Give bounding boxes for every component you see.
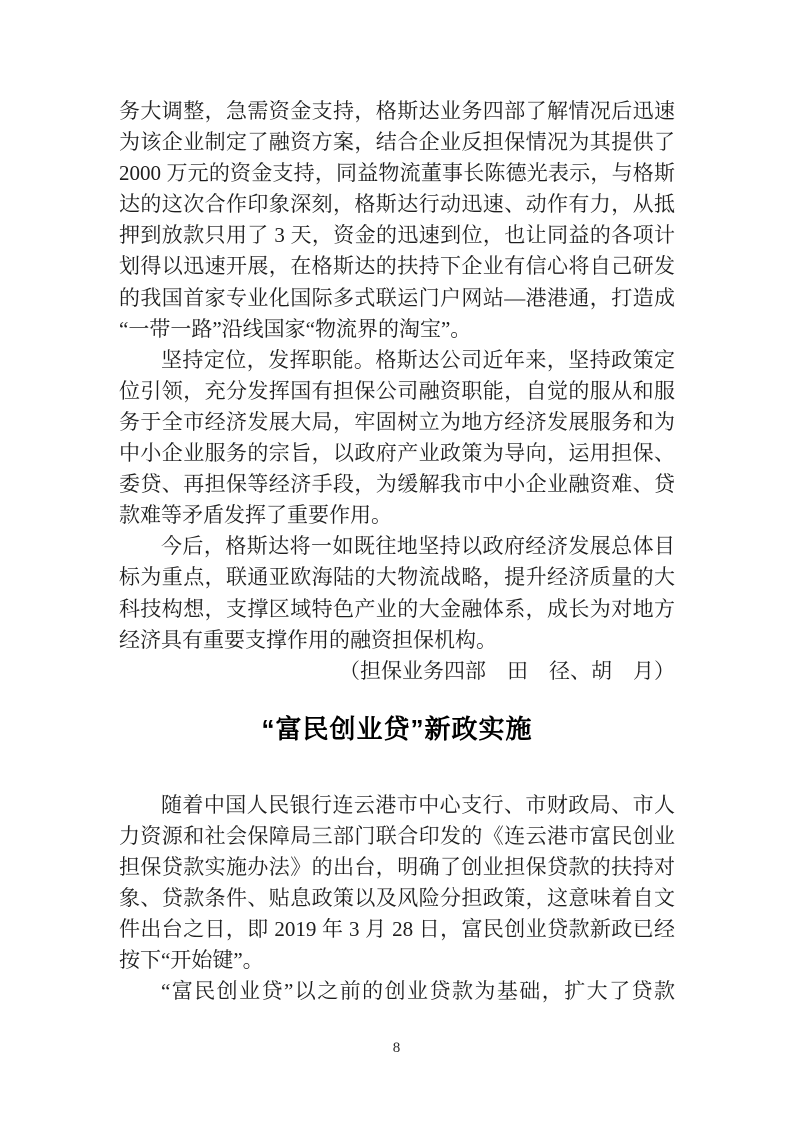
- text-line: 担保贷款实施办法》的出台，明确了创业担保贷款的扶持对: [119, 854, 675, 879]
- paragraph: [119, 976, 675, 1007]
- text-line: 为该企业制定了融资方案，结合企业反担保情况为其提供了: [119, 130, 675, 155]
- text-line: 象、贷款条件、贴息政策以及风险分担政策，这意味着自文: [119, 886, 675, 911]
- text-line: 2000 万元的资金支持，同益物流董事长陈德光表示，与格斯: [119, 161, 675, 186]
- text-line: 押到放款只用了 3 天，资金的迅速到位，也让同益的各项计: [119, 223, 675, 248]
- text-line: 中小企业服务的宗旨，以政府产业政策为导向，运用担保、: [119, 441, 675, 466]
- text-line: 划得以迅速开展，在格斯达的扶持下企业有信心将自己研发: [119, 254, 675, 279]
- text-line: 务大调整，急需资金支持，格斯达业务四部了解情况后迅速: [119, 99, 675, 123]
- text-line: 今后，格斯达将一如既往地坚持以政府经济发展总体目: [161, 534, 675, 559]
- text-line: 科技构想，支撑区域特色产业的大金融体系，成长为对地方: [119, 596, 675, 621]
- text-line: 务于全市经济发展大局，牢固树立为地方经济发展服务和为: [119, 409, 675, 434]
- article-title: “富民创业贷”新政实施: [261, 713, 533, 744]
- text-line: 按下“开始键”。: [119, 948, 264, 973]
- paragraph: [119, 96, 675, 345]
- text-line: 力资源和社会保障局三部门联合印发的《连云港市富民创业: [119, 823, 675, 848]
- paragraph: [119, 531, 675, 655]
- text-line: 经济具有重要支撑作用的融资担保机构。: [119, 627, 497, 652]
- page-number: 8: [392, 1040, 401, 1056]
- text-line: 坚持定位，发挥职能。格斯达公司近年来，坚持政策定: [161, 347, 675, 372]
- paragraph: [119, 790, 675, 977]
- text-line: “富民创业贷”以之前的创业贷款为基础，扩大了贷款: [161, 979, 675, 1004]
- text-line: 位引领，充分发挥国有担保公司融资职能，自觉的服从和服: [119, 378, 675, 403]
- byline: （担保业务四部 田 径、胡 月）: [339, 658, 675, 683]
- document-body: [119, 96, 675, 1007]
- text-line: 委贷、再担保等经济手段，为缓解我市中小企业融资难、贷: [119, 472, 675, 497]
- text-line: 达的这次合作印象深刻，格斯达行动迅速、动作有力，从抵: [119, 192, 675, 217]
- text-line: “一带一路”沿线国家“物流界的淘宝”。: [119, 316, 472, 341]
- text-line: 的我国首家专业化国际多式联运门户网站—港港通，打造成: [119, 285, 675, 310]
- text-line: 件出台之日，即 2019 年 3 月 28 日，富民创业贷款新政已经: [119, 917, 675, 942]
- paragraph: [119, 345, 675, 532]
- text-line: 款难等矛盾发挥了重要作用。: [119, 503, 392, 528]
- text-line: 随着中国人民银行连云港市中心支行、市财政局、市人: [161, 792, 675, 817]
- text-line: 标为重点，联通亚欧海陆的大物流战略，提升经济质量的大: [119, 565, 675, 590]
